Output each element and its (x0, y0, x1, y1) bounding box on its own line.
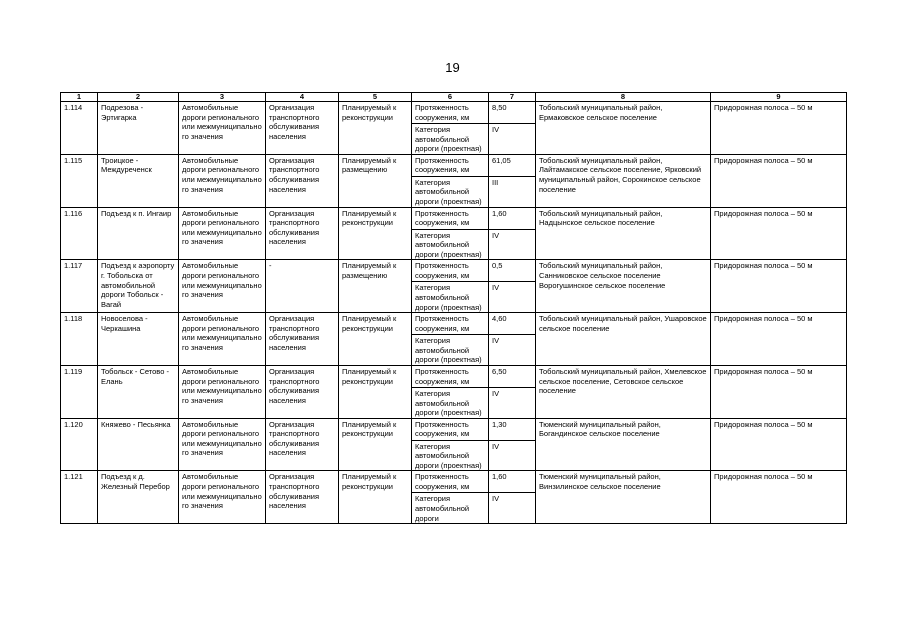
object-type: Автомобильные дороги регионального или межмуниципально го значения (179, 260, 266, 313)
length-label: Протяженность сооружения, км (412, 102, 489, 124)
object-purpose: Организация транспортного обслуживания населения (266, 418, 339, 471)
header-cell: 5 (339, 93, 412, 102)
header-cell: 1 (61, 93, 98, 102)
object-status: Планируемый к размещению (339, 260, 412, 313)
object-type: Автомобильные дороги регионального или межмуниципально го значения (179, 207, 266, 260)
category-value: IV (489, 335, 536, 366)
table-header-row (61, 93, 847, 102)
object-type: Автомобильные дороги регионального или межмуниципально го значения (179, 102, 266, 155)
table-row (61, 154, 847, 176)
object-location: Тобольский муниципальный район, Хмелевское сельское поселение, Сетовское сельское поселение (536, 365, 711, 418)
object-name: Княжево - Песьянка (98, 418, 179, 471)
object-location: Тобольский муниципальный район, Надцынское сельское поселение (536, 207, 711, 260)
category-value: IV (489, 493, 536, 524)
object-location: Тобольский муниципальный район, Ермаковское сельское поселение (536, 102, 711, 155)
length-label: Протяженность сооружения, км (412, 313, 489, 335)
object-purpose: Организация транспортного обслуживания населения (266, 365, 339, 418)
protection-zone: Придорожная полоса – 50 м (711, 154, 847, 207)
category-label: Категория автомобильной дороги (проектная) (412, 387, 489, 418)
length-label: Протяженность сооружения, км (412, 471, 489, 493)
object-location: Тюменский муниципальный район, Богандинское сельское поселение (536, 418, 711, 471)
length-label: Протяженность сооружения, км (412, 260, 489, 282)
protection-zone: Придорожная полоса – 50 м (711, 418, 847, 471)
length-value: 6,50 (489, 365, 536, 387)
table-row (61, 260, 847, 282)
page-number: 19 (445, 60, 460, 75)
length-value: 4,60 (489, 313, 536, 335)
object-status: Планируемый к реконструкции (339, 471, 412, 524)
category-label: Категория автомобильной дороги (проектная) (412, 335, 489, 366)
category-value: IV (489, 229, 536, 260)
protection-zone: Придорожная полоса – 50 м (711, 365, 847, 418)
table-row (61, 102, 847, 124)
object-purpose: Организация транспортного обслуживания населения (266, 154, 339, 207)
category-label: Категория автомобильной дороги (412, 493, 489, 524)
header-cell: 9 (711, 93, 847, 102)
object-status: Планируемый к реконструкции (339, 418, 412, 471)
object-name: Подъезд к д. Железный Перебор (98, 471, 179, 524)
object-purpose: Организация транспортного обслуживания населения (266, 313, 339, 366)
object-purpose: Организация транспортного обслуживания населения (266, 207, 339, 260)
protection-zone: Придорожная полоса – 50 м (711, 313, 847, 366)
row-number: 1.115 (61, 154, 98, 207)
length-label: Протяженность сооружения, км (412, 207, 489, 229)
table-row (61, 418, 847, 440)
length-value: 8,50 (489, 102, 536, 124)
object-location: Тобольский муниципальный район, Ушаровское сельское поселение (536, 313, 711, 366)
length-value: 1,60 (489, 471, 536, 493)
row-number: 1.118 (61, 313, 98, 366)
table-row (61, 365, 847, 387)
header-cell: 7 (489, 93, 536, 102)
object-location: Тобольский муниципальный район, Лайтамакское сельское поселение, Ярковский муниципальный район, Сорокинское сельское поселение (536, 154, 711, 207)
protection-zone: Придорожная полоса – 50 м (711, 207, 847, 260)
row-number: 1.117 (61, 260, 98, 313)
object-name: Подъезд к п. Ингаир (98, 207, 179, 260)
category-label: Категория автомобильной дороги (проектная) (412, 229, 489, 260)
object-location: Тюменский муниципальный район, Винзилинское сельское поселение (536, 471, 711, 524)
length-value: 1,30 (489, 418, 536, 440)
object-type: Автомобильные дороги регионального или межмуниципально го значения (179, 313, 266, 366)
protection-zone: Придорожная полоса – 50 м (711, 102, 847, 155)
object-name: Новоселова - Черкашина (98, 313, 179, 366)
object-status: Планируемый к реконструкции (339, 102, 412, 155)
object-location: Тобольский муниципальный район, Санниковское сельское поселение Ворогушинское сельское поселение (536, 260, 711, 313)
object-status: Планируемый к размещению (339, 154, 412, 207)
header-cell: 4 (266, 93, 339, 102)
object-type: Автомобильные дороги регионального или межмуниципально го значения (179, 154, 266, 207)
length-label: Протяженность сооружения, км (412, 418, 489, 440)
row-number: 1.114 (61, 102, 98, 155)
object-status: Планируемый к реконструкции (339, 365, 412, 418)
object-type: Автомобильные дороги регионального или межмуниципально го значения (179, 418, 266, 471)
roads-table (60, 92, 847, 524)
object-status: Планируемый к реконструкции (339, 207, 412, 260)
length-value: 0,5 (489, 260, 536, 282)
object-purpose: Организация транспортного обслуживания населения (266, 471, 339, 524)
header-cell: 8 (536, 93, 711, 102)
category-value: IV (489, 440, 536, 471)
length-value: 1,60 (489, 207, 536, 229)
category-label: Категория автомобильной дороги (проектная) (412, 282, 489, 313)
row-number: 1.120 (61, 418, 98, 471)
object-name: Тобольск - Сетово - Елань (98, 365, 179, 418)
length-value: 61,05 (489, 154, 536, 176)
header-cell: 6 (412, 93, 489, 102)
length-label: Протяженность сооружения, км (412, 154, 489, 176)
header-cell: 2 (98, 93, 179, 102)
category-value: IV (489, 124, 536, 155)
category-label: Категория автомобильной дороги (проектная) (412, 176, 489, 207)
table-row (61, 471, 847, 493)
object-type: Автомобильные дороги регионального или межмуниципально го значения (179, 365, 266, 418)
row-number: 1.116 (61, 207, 98, 260)
category-label: Категория автомобильной дороги (проектная) (412, 440, 489, 471)
category-value: IV (489, 387, 536, 418)
object-type: Автомобильные дороги регионального или межмуниципально го значения (179, 471, 266, 524)
object-purpose: Организация транспортного обслуживания населения (266, 102, 339, 155)
protection-zone: Придорожная полоса – 50 м (711, 260, 847, 313)
length-label: Протяженность сооружения, км (412, 365, 489, 387)
object-name: Подрезова - Эртигарка (98, 102, 179, 155)
table-row (61, 207, 847, 229)
object-name: Троицкое - Междуреченск (98, 154, 179, 207)
category-value: III (489, 176, 536, 207)
table-row (61, 313, 847, 335)
object-purpose: - (266, 260, 339, 313)
row-number: 1.119 (61, 365, 98, 418)
header-cell: 3 (179, 93, 266, 102)
object-status: Планируемый к реконструкции (339, 313, 412, 366)
row-number: 1.121 (61, 471, 98, 524)
category-label: Категория автомобильной дороги (проектная) (412, 124, 489, 155)
protection-zone: Придорожная полоса – 50 м (711, 471, 847, 524)
object-name: Подъезд к аэропорту г. Тобольска от автомобильной дороги Тобольск - Вагай (98, 260, 179, 313)
category-value: IV (489, 282, 536, 313)
